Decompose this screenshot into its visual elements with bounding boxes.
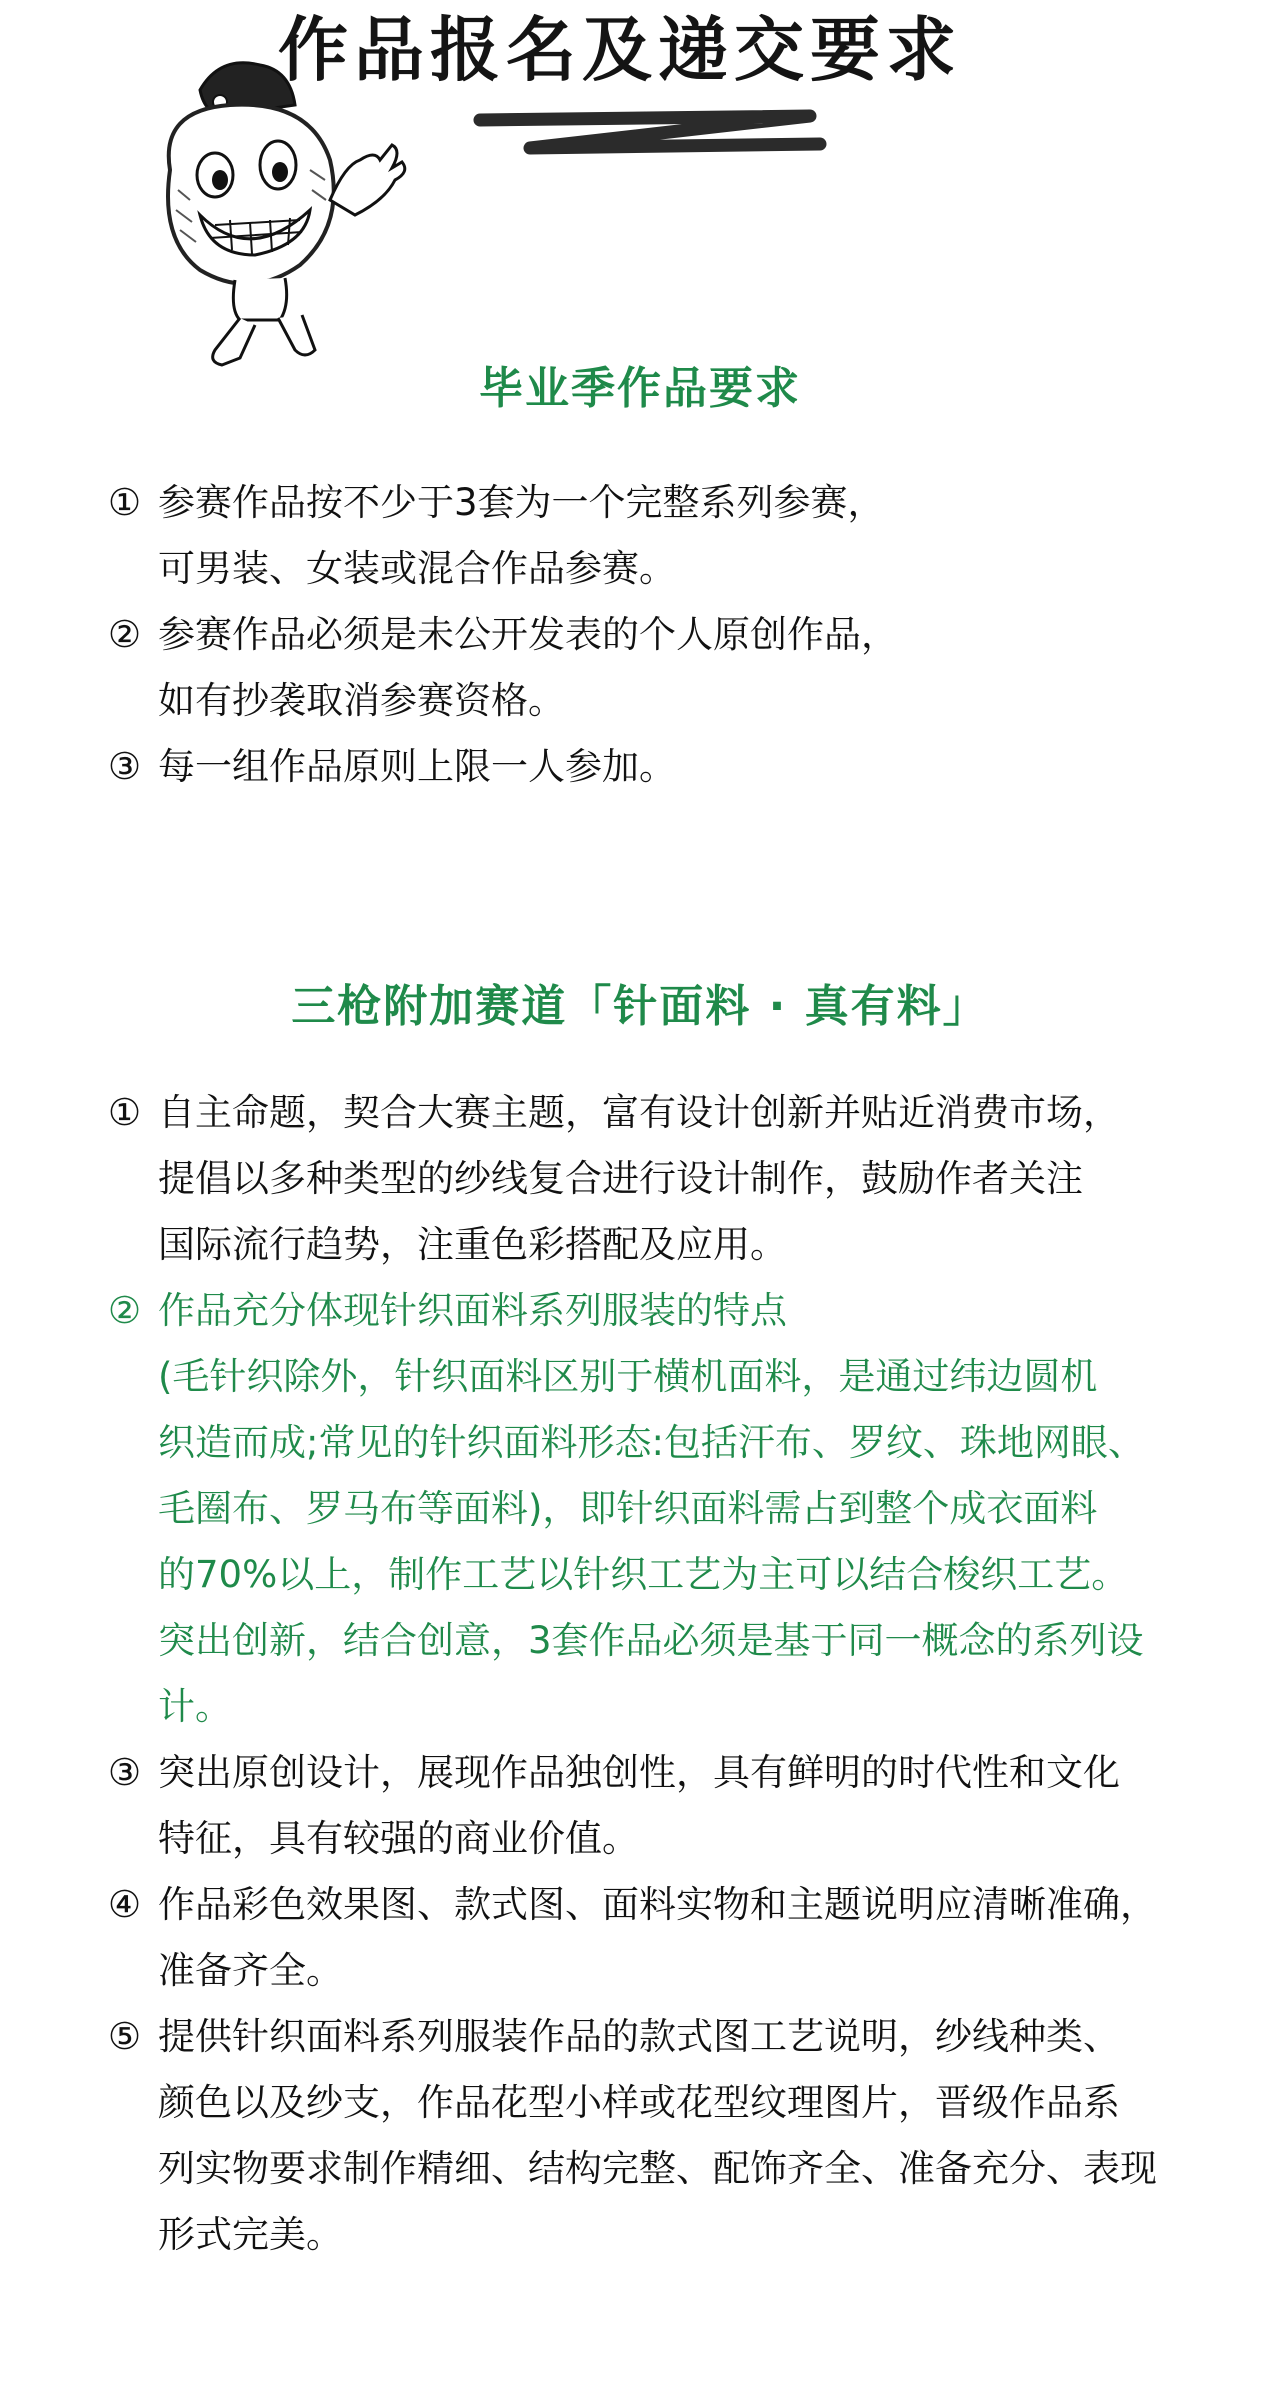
- item-text: 作品充分体现针织面料系列服装的特点 (毛针织除外，针织面料区别于横机面料，是通过纬边圆机 织造而成;常见的针织面料形态:包括汗布、罗纹、珠地网眼、 毛圈布、罗马布等面料)，即针织面料需占到整个成衣面料 的70%以上，制作工艺以针织工艺为主可以结合梭织工艺。 突出创新，结合创意，3套作品必须是基于同一概念的系列设计。: [158, 1289, 1145, 1728]
- item-number: ④: [108, 1883, 142, 1926]
- page-title: 作品报名及递交要求: [278, 9, 962, 91]
- item-text: 提供针织面料系列服装作品的款式图工艺说明，纱线种类、 颜色以及纱支，作品花型小样或花型纹理图片，晋级作品系 列实物要求制作精细、结构完整、配饰齐全、准备充分、表现 形式完美。: [158, 2015, 1157, 2256]
- item-number: ②: [108, 613, 142, 656]
- item-number: ⑤: [108, 2015, 142, 2058]
- item-text: 作品彩色效果图、款式图、面料实物和主题说明应清晰准确， 准备齐全。: [158, 1883, 1157, 1992]
- section-heading-extra-track: 三枪附加赛道「针面料 · 真有料」: [291, 981, 989, 1032]
- list-item: [108, 1080, 1188, 1278]
- item-text: 自主命题，契合大赛主题，富有设计创新并贴近消费市场， 提倡以多种类型的纱线复合进行设计制作，鼓励作者关注 国际流行趋势，注重色彩搭配及应用。: [158, 1091, 1120, 1266]
- extra-track-requirements-list: [108, 1080, 1188, 2268]
- item-number: ①: [108, 481, 142, 524]
- list-item: [108, 2004, 1188, 2268]
- title-underline-scribble: [470, 108, 830, 168]
- list-item: [108, 734, 1188, 800]
- item-number: ③: [108, 745, 142, 788]
- item-text: 每一组作品原则上限一人参加。: [158, 745, 676, 788]
- section-heading-graduation: 毕业季作品要求: [479, 363, 801, 414]
- graduation-requirements-list: [108, 470, 1188, 800]
- list-item: [108, 602, 1188, 734]
- list-item: [108, 1740, 1188, 1872]
- item-number: ①: [108, 1091, 142, 1134]
- list-item: [108, 470, 1188, 602]
- item-number: ②: [108, 1289, 142, 1332]
- item-number: ③: [108, 1751, 142, 1794]
- list-item: [108, 1872, 1188, 2004]
- list-item-highlighted: [108, 1278, 1188, 1740]
- item-text: 突出原创设计，展现作品独创性，具有鲜明的时代性和文化 特征，具有较强的商业价值。: [158, 1751, 1120, 1860]
- item-text: 参赛作品按不少于3套为一个完整系列参赛， 可男装、女装或混合作品参赛。: [158, 481, 885, 590]
- item-text: 参赛作品必须是未公开发表的个人原创作品， 如有抄袭取消参赛资格。: [158, 613, 898, 722]
